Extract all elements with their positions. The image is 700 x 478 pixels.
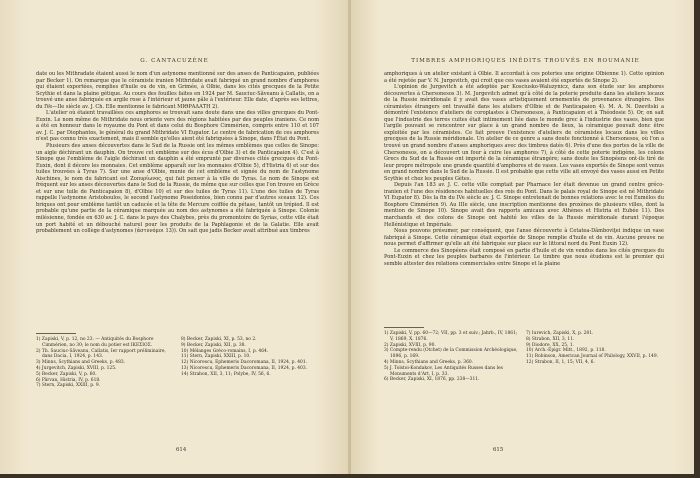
- right-paragraph-5: Le commerce des Sinopéens était composé en partie d'huile et de vin vendus dans les cités grecques du Pont-Euxin et chez les peuples barbares de l'intérieur. Le timbre que nous étudions est le premier qui semble attester des relations commerciales entre Sinope et la plaine: [384, 247, 664, 267]
- right-footnotes-col-1: [384, 331, 522, 383]
- footnote: 12) Nicorescu, Ephemeris Dacoromana, II, 1924, p. 401.: [181, 360, 308, 366]
- footnote: 6) Pârvan, Histria, IV, p. 618.: [36, 377, 101, 383]
- footnote: 4) Minns, Scythians and Greeks, p. 360.: [384, 359, 474, 365]
- left-paragraph-1: date ou les Mithradate étaient aussi le nom d'un astynome mentionné sur des anses de Panticapaion, publiées par Becker 1). On remarque que le céramiste iranien Mithridate avait fabriqué un grand nombre d'amphores qui étaient exportées, remplies d'huile ou de vin, en Grimée, à Olbie, dans les cités grecques de la Petite Scythie et dans la plaine gétique. Au cours des fouilles faites en 1924 par M. Sauciuc-Săveanu à Callatis, on a trouvé une anse fabriquée en argile rose à l'intérieur et jaune pâle à l'extérieur. Elle date, d'après ses lettres, du IVe—IIe siècle av. J. Ch. Elle mentionne le fabricant ΜΙΘΡΑΔΑΤΗ 2).: [36, 71, 319, 110]
- left-footnotes-col-1: [36, 337, 174, 389]
- footnote: 14) Strabon, XII, 3, 11; Polybe, IV, 56, 6.: [181, 371, 271, 377]
- footnote: 8) Becker, Zapiski, XI, p. 53, no 2.: [181, 337, 257, 342]
- footnote: 1) Zapiski, V, p. 12, no 23. — Antiquités du Bosphore Cimmérien, no 30; le nom du potier est ΙΚΕΣΙΟΣ.: [36, 337, 154, 348]
- footnote: 8) Strabon, XII, 3, 11.: [526, 336, 575, 342]
- right-running-head: TIMBRES AMPHORIQUES INÉDITS TROUVÉS EN ROUMANIE: [411, 58, 640, 64]
- book-edge-bottom: [0, 474, 700, 478]
- left-footnote-rule: [36, 333, 76, 334]
- right-paragraph-4: Nous pouvons présumer, par conséquent, que l'anse découverte à Cetatea-Dâmboviţei indique un vase fabriqué à Sinope. Cette céramique était exportée de Sinope remplie d'huile et de vin. Aucune preuve ne nous permet d'affirmer qu'elle ait été fabriquée sur place sur le littoral nord du Pont Euxin 12).: [384, 228, 664, 248]
- footnote: 3) Compte-rendu (Otchet) de la Commission Archéologique, 1896, p. 169.: [384, 348, 518, 360]
- footnote: 6) Becker, Zapiski, XI, 1876, pp. 238—311.: [384, 377, 480, 383]
- left-paragraph-2: L'atelier où étaient travaillées ces amphores se trouvait sans doute dans une des villes grecques du Pont-Euxin. Le nom même de Mithridate nous oriente vers des régions habitées par des peuples iraniens. Ce nom a été en honneur dans le royaume du Pont et dans celui du Bosphore Cimmérien, compris entre 110 et 107 av. J. C. par Diophantos, le général du grand Mithridate VI Eupator. Le centre de fabrication de ces amphores n'est pas connu très exactement, mais il semble qu'elles aient été fabriquées à Sinope, dans l'État du Pont.: [36, 110, 319, 143]
- footnote: 5) J. Tolstoi-Kondakov, Les Antiquités Russes dans les Monuments d'Art, I, p. 33.: [384, 365, 503, 377]
- footnote: 9) Diodore, XX, 25, 1.: [526, 342, 575, 348]
- left-footnotes-col-2: [181, 337, 319, 378]
- right-body-text: [384, 71, 664, 267]
- footnote: 12) Strabon, II, 1, 15; VII, 4, 6.: [526, 359, 595, 365]
- left-running-head: G. CANTACUZÈNE: [140, 58, 209, 64]
- right-paragraph-3: Depuis l'an 183 av. J. C. cette ville comptait par Pharnace Ier était devenue un grand centre gréco-iranien et l'une des résidences habituelles des rois du Pont. Dans le palais royal de Sinope est né Mithridate VI Eupator 8). Dès la fin du IVe siècle av. J. C. Sinope entretenait de bonnes relations avec le roi Eumélos du Bosphore Cimmérien 9). Au IIIe siècle, une inscription mentionne des proxènes de plusieurs villes, dont la mention de Sinope 10). Sinope avait des rapports amicaux avec Athènes et Histria et Eubée 11). Des marchands et des colons de Sinope ont habité les villes de la Russie méridionale durant l'époque Hellénistique et Impériale.: [384, 182, 664, 228]
- footnote: 13) Nicorescu, Ephemeris Dacoromana, II, 1924, p. 403.: [181, 365, 308, 371]
- footnote: 7) Stern, Zapiski, XXIII, p. 9.: [36, 383, 101, 389]
- right-paragraph-2: L'opinion de Jurgevitch a été adoptée par Kosciusko-Waluzynicz, dans son étude sur les amphores découvertes à Chersonesos 3). M. Jurgevitch admet qu'à côté de la poterie produite dans les ateliers locaux de la Russie méridionale il y avait des vases artistiquement ornementés de provenance étrangère. Des céramistes étrangers ont travaillé dans les ateliers d'Olbie et de Panticapaion 4). M. A. N. Dzevitski a démontré l'existence d'ateliers de coroplastes à Chersonesos, à Panticapaion et à Théodosie 5). Or, on sait que l'industrie des terres cuites était intimement liée dans le monde grec à l'industrie des vases, bien que l'argile pouvant se rencontrer sur place à un grand nombre de lieux, la céramique pouvait donc être exploitée par les céramistes. Ce fait prouve l'existence d'ateliers de céramistes locaux dans les villes grecques de la Russie méridionale. Un atelier de ce genre a sans doute fonctionné à Chersonesos, où l'on a trouvé un grand nombre d'anses amphoriques avec des timbres datés 6). Près d'une des portes de la ville de Chersonesos, on a découvert un four à cuire les amphores 7), à côté de cette poterie indigène, les colons Grecs du Sud de la Russie ont importé de la céramique étrangère; sans doute les Sinopéens ont-ils tiré de leur propre métropole une grande quantité d'amphores et de vases. Les vases exportés de Sinope sont venus en grand nombre dans le Sud de la Russie. Il est probable que cette ville ait envoyé des vases aussi en Petite Scythie et chez les peuples Gètes.: [384, 84, 664, 182]
- footnote: 4) Jurgevitch, Zapiski, XVIII, p. 125.: [36, 365, 117, 371]
- left-page-number: 614: [176, 447, 187, 453]
- footnote: 10) Mélanges Gréco-romains, I, p. 464.: [181, 348, 269, 354]
- footnote: 9) Becker, Zapiski, XII, p. 38.: [181, 342, 246, 348]
- footnote: 10) Arch.-Epigr. Mitt., 1892, p. 118.: [526, 348, 606, 354]
- right-footnote-rule: [384, 327, 424, 328]
- book-edge-right: [694, 0, 700, 478]
- footnote: 3) Minns, Scythians and Greeks, p. 483.: [36, 360, 126, 366]
- footnote: 11) Robinson, American Journal of Philology, XXVII, p. 149.: [526, 354, 659, 360]
- footnote: 2) Zapiski, XVIII, p. 90.: [384, 342, 436, 348]
- left-paragraph-3: Plusieurs des anses découvertes dans le Sud de la Russie ont les mêmes emblèmes que celles de Sinope: un aigle déchirant un dauphin. On trouve cet emblème sur des écus d'Olbie 3) et de Panticapaion 4). C'est à Sinope que l'emblème de l'aigle déchirant un dauphin a été emprunté par diverses cités grecques du Pont-Euxin, dont il décore les monnaies. Cet emblème apparaît sur les monnaies d'Olbie 5), d'Histria 6) et sur des tuiles trouvées à Tyras 7). Sur une anse d'Olbie, munie de cet emblème et signée du nom de l'astynome Aischines, le nom du fabricant est Ζοπυρίωνος, qui fait penser à la ville de Tyras. Le nom de Sinope est fréquent sur les anses découvertes dans le Sud de la Russie, de même que sur celles que l'on trouve en Grèce et sur une tuile de Panticapaion 8), d'Olbie 10) et sur des tuiles de Tyras 11). L'une des tuiles de Tyras rappelle l'astynome Aristoboulos, le second l'astynome Poseidonios, bien connu par d'autres sceaux 12). Ces briques ont pour emblème tantôt un caducée et la tête de Mercure coiffée du pétase, tantôt un trépied. Il est probable qu'une partie de la céramique marquée au nom des astynomes a été fabriquée à Sinope. Colonie milésienne, fondée en 630 av. J. C. dans le pays des Chalybes, près du promontoire de Syrias, cette ville était un port habité et un débouché naturel pour les produits de la Paphlagonie et de la Galatie. Elle avait probablement un collège d'astynomes (ἀστυνόμοι 13)). On sait que jadis Becker avait attribué aux timbres: [36, 143, 319, 235]
- right-page-number: 615: [493, 447, 504, 453]
- left-body-text: [36, 71, 319, 235]
- right-page: [351, 0, 700, 478]
- footnote: 11) Stern, Zapiski, XXIII, p. 10.: [181, 354, 251, 360]
- footnote: 2) Th. Sauciuc-Săveanu, Callatis, Ier rapport préliminaire, dans Dacia, I, 1924, p. 143.: [36, 348, 166, 360]
- right-footnotes-col-2: [526, 331, 664, 366]
- right-paragraph-1: amphoriques à un atelier existant à Olbie. Il accordait à ces poteries une origine Olbienne 1). Cette opinion a été rejetée par V. N. Jurgevitch, qui croit que ces vases avaient été exportés de Sinope 2).: [384, 71, 664, 84]
- footnote: 5) Becker, Zapiski, V, p. 60.: [36, 371, 97, 377]
- footnote: 1) Zapiski, V, pp. 60—72; VII, pp. 3 et suiv.; Jahrb., IV, 1861; V, 1869, X, 1876.: [384, 331, 518, 342]
- left-page: [0, 0, 349, 478]
- footnote: 7) Iurevich, Zapiski, X, p. 281.: [526, 331, 594, 336]
